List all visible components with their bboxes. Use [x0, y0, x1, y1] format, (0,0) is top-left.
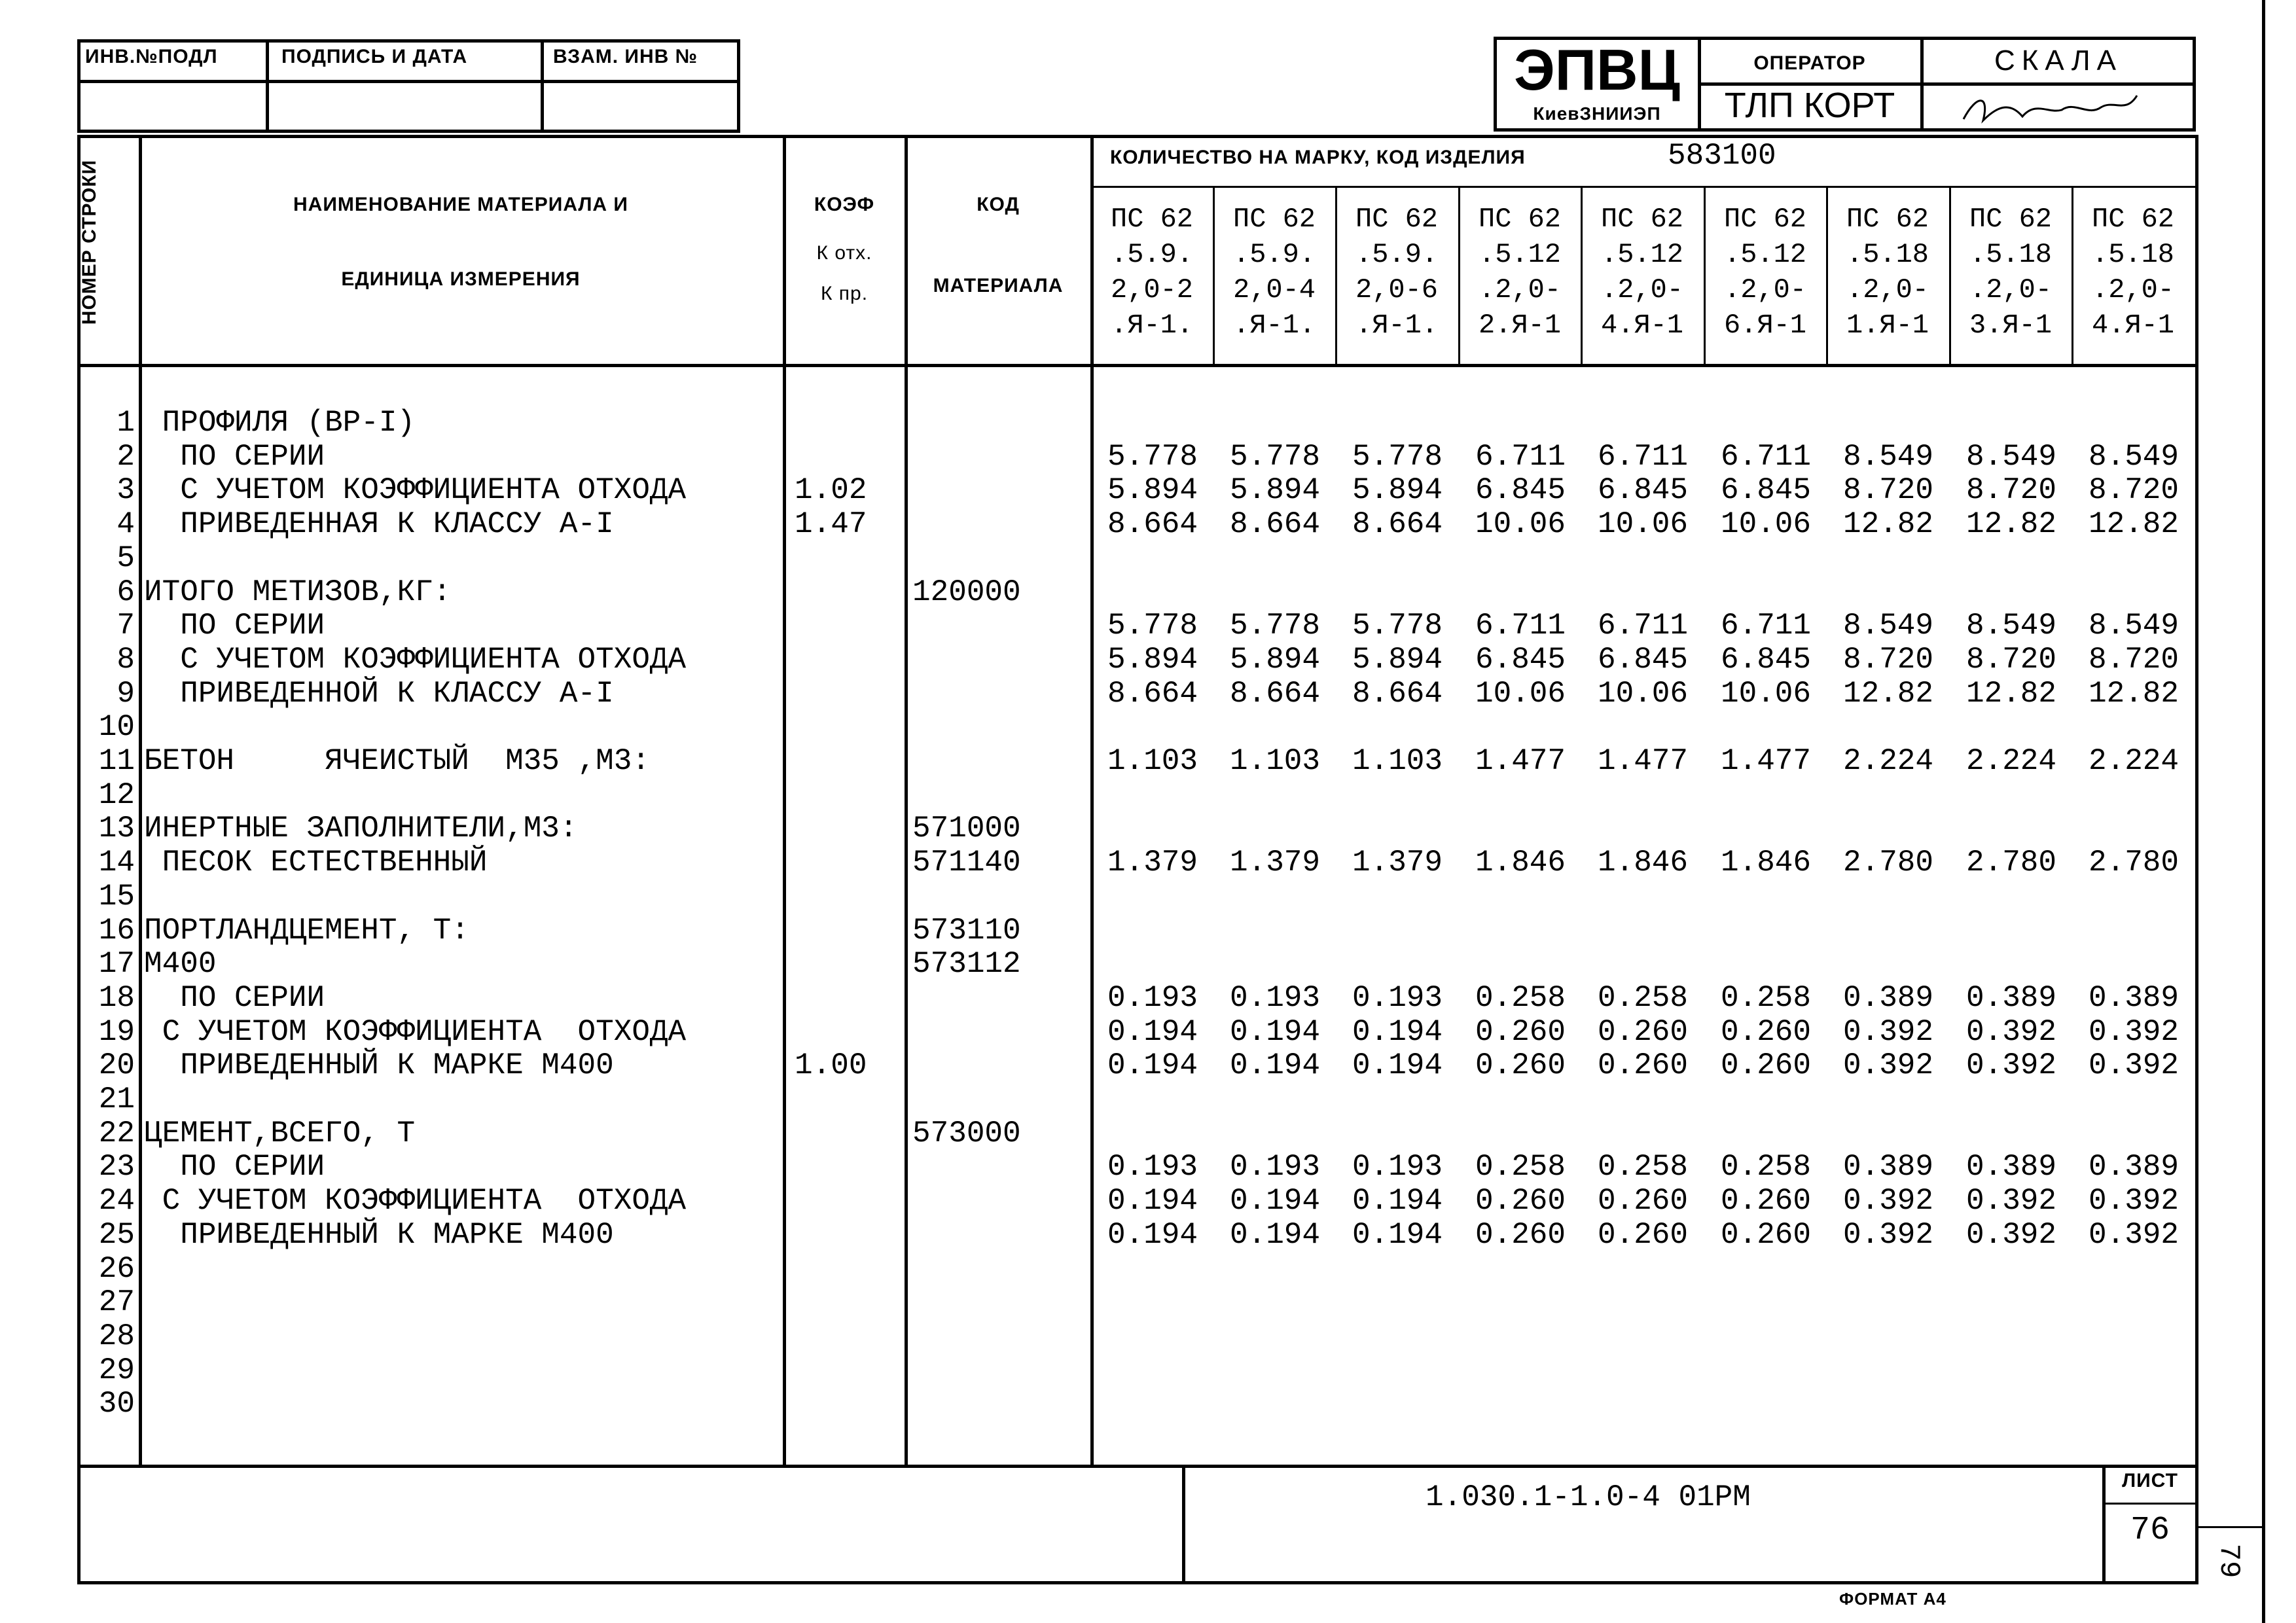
mark-header-cell: .5.12: [1723, 239, 1807, 270]
quantity-cell: 0.260: [1597, 1048, 1689, 1082]
quantity-cell: 5.778: [1107, 440, 1198, 474]
material-code: 573110: [912, 914, 1021, 948]
row-number: 13: [98, 812, 135, 846]
quantity-cell: 1.846: [1720, 846, 1812, 880]
mark-header-cell: ПС 62: [1846, 204, 1929, 235]
quantity-cell: 12.82: [1842, 507, 1934, 541]
coefficient: 1.02: [795, 473, 867, 507]
quantity-cell: 1.477: [1597, 744, 1689, 778]
quantity-cell: 5.778: [1229, 609, 1321, 643]
mark-header-cell: ПС 62: [1969, 204, 2053, 235]
row-number: 10: [98, 710, 135, 744]
system-name: СКАЛА: [1994, 45, 2123, 77]
quantity-cell: 0.194: [1229, 1218, 1321, 1252]
quantity-cell: 12.82: [2088, 677, 2179, 711]
mark-header-cell: .Я-1.: [1110, 310, 1194, 341]
mark-header-cell: 4.Я-1: [1600, 310, 1684, 341]
row-number: 24: [98, 1184, 135, 1218]
side-page-number: 79: [2212, 1543, 2245, 1578]
mark-header-cell: .Я-1.: [1355, 310, 1439, 341]
quantity-cell: 8.720: [1965, 643, 2057, 677]
header-code-line2: МАТЕРИАЛА: [933, 275, 1064, 296]
material-name: ПРОФИЛЯ (ВР-I): [144, 406, 416, 440]
row-number: 6: [117, 575, 135, 609]
quantity-cell: 0.392: [2088, 1015, 2179, 1049]
mark-header-cell: .5.18: [1969, 239, 2053, 270]
quantity-cell: 6.845: [1720, 643, 1812, 677]
quantity-cell: 10.06: [1720, 507, 1812, 541]
quantity-cell: 0.392: [1842, 1218, 1934, 1252]
material-code: 573000: [912, 1116, 1021, 1150]
row-number: 22: [98, 1116, 135, 1150]
header-name-line1: НАИМЕНОВАНИЕ МАТЕРИАЛА И: [293, 194, 628, 215]
mark-header-cell: .5.12: [1600, 239, 1684, 270]
quantity-cell: 10.06: [1475, 507, 1566, 541]
quantity-cell: 0.392: [2088, 1048, 2179, 1082]
quantity-cell: 8.664: [1352, 507, 1443, 541]
row-number: 20: [98, 1048, 135, 1082]
row-number: 16: [98, 914, 135, 948]
quantity-cell: 0.260: [1475, 1184, 1566, 1218]
sheet-number: 76: [2130, 1512, 2170, 1549]
quantity-cell: 0.194: [1229, 1048, 1321, 1082]
mark-header-cell: .2,0-: [1723, 274, 1807, 306]
quantity-cell: 8.720: [1965, 473, 2057, 507]
quantity-cell: 8.720: [1842, 643, 1934, 677]
quantity-cell: 0.258: [1720, 1150, 1812, 1184]
quantity-cell: 0.258: [1720, 981, 1812, 1015]
quantity-cell: 6.845: [1597, 643, 1689, 677]
quantity-cell: 1.103: [1352, 744, 1443, 778]
header-coef-line3: К пр.: [820, 283, 869, 304]
material-name: С УЧЕТОМ КОЭФФИЦИЕНТА ОТХОДА: [144, 643, 687, 677]
row-number: 28: [98, 1319, 135, 1353]
header-qty-label: КОЛИЧЕСТВО НА МАРКУ, КОД ИЗДЕЛИЯ: [1110, 147, 1526, 168]
quantity-cell: 5.894: [1229, 643, 1321, 677]
quantity-cell: 5.778: [1107, 609, 1198, 643]
row-number: 1: [117, 406, 135, 440]
quantity-cell: 6.711: [1597, 609, 1689, 643]
quantity-cell: 0.392: [1965, 1184, 2057, 1218]
quantity-cell: 0.260: [1597, 1218, 1689, 1252]
material-name: ПОРТЛАНДЦЕМЕНТ, Т:: [144, 914, 469, 948]
row-number: 29: [98, 1353, 135, 1387]
quantity-cell: 8.664: [1229, 677, 1321, 711]
mark-header-cell: .2,0-: [1600, 274, 1684, 306]
quantity-cell: 0.194: [1229, 1015, 1321, 1049]
quantity-cell: 0.260: [1475, 1015, 1566, 1049]
row-number: 19: [98, 1015, 135, 1049]
org-main-title: ЭПВЦ: [1514, 37, 1680, 102]
mark-header-cell: .2,0-: [1846, 274, 1929, 306]
quantity-cell: 2.780: [1965, 846, 2057, 880]
mark-header-cell: .2,0-: [1478, 274, 1562, 306]
quantity-cell: 1.477: [1475, 744, 1566, 778]
format-label: ФОРМАТ А4: [1839, 1589, 1946, 1609]
doc-code: 1.030.1-1.0-4 01PM: [1426, 1480, 1751, 1514]
quantity-cell: 0.193: [1352, 1150, 1443, 1184]
quantity-cell: 1.846: [1597, 846, 1689, 880]
quantity-cell: 0.194: [1229, 1184, 1321, 1218]
quantity-cell: 0.194: [1352, 1048, 1443, 1082]
quantity-cell: 0.194: [1107, 1015, 1198, 1049]
quantity-cell: 2.224: [1965, 744, 2057, 778]
quantity-cell: 6.711: [1475, 440, 1566, 474]
quantity-cell: 1.477: [1720, 744, 1812, 778]
header-code-line1: КОД: [977, 194, 1020, 215]
quantity-cell: 8.549: [1965, 440, 2057, 474]
row-number: 23: [98, 1150, 135, 1184]
row-number: 3: [117, 473, 135, 507]
quantity-cell: 0.194: [1352, 1184, 1443, 1218]
signature-image: [1950, 88, 2147, 128]
material-name: ПРИВЕДЕННЫЙ К МАРКЕ М400: [144, 1218, 614, 1252]
material-name: ПО СЕРИИ: [144, 440, 325, 474]
row-number: 25: [98, 1218, 135, 1252]
quantity-cell: 0.392: [1965, 1218, 2057, 1252]
quantity-cell: 5.894: [1107, 473, 1198, 507]
mark-header-cell: ПС 62: [1600, 204, 1684, 235]
quantity-cell: 1.103: [1107, 744, 1198, 778]
mark-header-cell: 6.Я-1: [1723, 310, 1807, 341]
quantity-cell: 6.845: [1720, 473, 1812, 507]
quantity-cell: 0.389: [1842, 1150, 1934, 1184]
quantity-cell: 8.549: [1842, 440, 1934, 474]
stamp-sign-date-label: ПОДПИСЬ И ДАТА: [281, 46, 468, 67]
coefficient: 1.00: [795, 1048, 867, 1082]
header-coef-line2: К отх.: [816, 242, 872, 264]
quantity-cell: 0.260: [1720, 1015, 1812, 1049]
material-name: М400: [144, 947, 217, 981]
quantity-cell: 0.392: [1965, 1048, 2057, 1082]
quantity-cell: 8.720: [1842, 473, 1934, 507]
mark-header-cell: 2,0-4: [1232, 274, 1316, 306]
material-code: 120000: [912, 575, 1021, 609]
mark-header-cell: .2,0-: [1969, 274, 2053, 306]
quantity-cell: 0.193: [1107, 1150, 1198, 1184]
quantity-cell: 5.778: [1352, 440, 1443, 474]
quantity-cell: 0.260: [1720, 1218, 1812, 1252]
mark-header-cell: ПС 62: [1723, 204, 1807, 235]
quantity-cell: 0.193: [1229, 981, 1321, 1015]
quantity-cell: 6.711: [1475, 609, 1566, 643]
quantity-cell: 5.894: [1229, 473, 1321, 507]
row-number: 30: [98, 1387, 135, 1421]
row-number: 15: [98, 880, 135, 914]
quantity-cell: 0.258: [1597, 981, 1689, 1015]
row-number: 4: [117, 507, 135, 541]
quantity-cell: 8.720: [2088, 473, 2179, 507]
quantity-cell: 0.258: [1597, 1150, 1689, 1184]
quantity-cell: 5.894: [1107, 643, 1198, 677]
quantity-cell: 8.549: [1965, 609, 2057, 643]
quantity-cell: 0.392: [2088, 1184, 2179, 1218]
mark-header-cell: .5.9.: [1232, 239, 1316, 270]
material-code: 571140: [912, 846, 1021, 880]
quantity-cell: 1.846: [1475, 846, 1566, 880]
row-number: 2: [117, 440, 135, 474]
row-number: 21: [98, 1082, 135, 1116]
material-name: ПО СЕРИИ: [144, 609, 325, 643]
quantity-cell: 0.193: [1107, 981, 1198, 1015]
mark-header-cell: .5.9.: [1355, 239, 1439, 270]
quantity-cell: 12.82: [1965, 507, 2057, 541]
quantity-cell: 0.389: [1965, 1150, 2057, 1184]
mark-header-cell: 2.Я-1: [1478, 310, 1562, 341]
row-number: 18: [98, 981, 135, 1015]
material-name: С УЧЕТОМ КОЭФФИЦИЕНТА ОТХОДА: [144, 1184, 687, 1218]
material-code: 571000: [912, 812, 1021, 846]
material-name: ПРИВЕДЕННЫЙ К МАРКЕ М400: [144, 1048, 614, 1082]
coefficient: 1.47: [795, 507, 867, 541]
quantity-cell: 8.549: [2088, 440, 2179, 474]
quantity-cell: 2.224: [1842, 744, 1934, 778]
quantity-cell: 5.778: [1352, 609, 1443, 643]
quantity-cell: 12.82: [1842, 677, 1934, 711]
quantity-cell: 8.720: [2088, 643, 2179, 677]
material-name: БЕТОН ЯЧЕИСТЫЙ М35 ,М3:: [144, 744, 650, 778]
quantity-cell: 0.260: [1475, 1048, 1566, 1082]
quantity-cell: 0.392: [1842, 1048, 1934, 1082]
mark-header-cell: .5.12: [1478, 239, 1562, 270]
quantity-cell: 0.193: [1352, 981, 1443, 1015]
quantity-cell: 1.103: [1229, 744, 1321, 778]
quantity-cell: 12.82: [2088, 507, 2179, 541]
mark-header-cell: ПС 62: [1232, 204, 1316, 235]
quantity-cell: 2.780: [2088, 846, 2179, 880]
quantity-cell: 0.260: [1597, 1184, 1689, 1218]
row-number: 26: [98, 1252, 135, 1286]
quantity-cell: 6.711: [1597, 440, 1689, 474]
row-number: 5: [117, 541, 135, 575]
quantity-cell: 1.379: [1229, 846, 1321, 880]
quantity-cell: 0.260: [1475, 1218, 1566, 1252]
material-name: ПЕСОК ЕСТЕСТВЕННЫЙ: [144, 846, 488, 880]
mark-header-cell: ПС 62: [1355, 204, 1439, 235]
quantity-cell: 8.664: [1107, 677, 1198, 711]
mark-header-cell: ПС 62: [2091, 204, 2175, 235]
material-name: С УЧЕТОМ КОЭФФИЦИЕНТА ОТХОДА: [144, 473, 687, 507]
material-name: С УЧЕТОМ КОЭФФИЦИЕНТА ОТХОДА: [144, 1015, 687, 1049]
quantity-cell: 0.260: [1720, 1048, 1812, 1082]
quantity-cell: 8.664: [1229, 507, 1321, 541]
material-name: ПО СЕРИИ: [144, 1150, 325, 1184]
operator-value: ТЛП КОРТ: [1724, 86, 1895, 125]
quantity-cell: 0.260: [1597, 1015, 1689, 1049]
header-row-number: НОМЕР СТРОКИ: [79, 159, 100, 325]
stamp-inv-label: ИНВ.№ПОДЛ: [85, 46, 218, 67]
quantity-cell: 0.258: [1475, 981, 1566, 1015]
quantity-cell: 5.894: [1352, 643, 1443, 677]
quantity-cell: 2.224: [2088, 744, 2179, 778]
quantity-cell: 0.392: [1965, 1015, 2057, 1049]
quantity-cell: 0.389: [2088, 1150, 2179, 1184]
mark-header-cell: .5.18: [2091, 239, 2175, 270]
quantity-cell: 0.194: [1352, 1218, 1443, 1252]
material-name: ПРИВЕДЕННОЙ К КЛАССУ А-I: [144, 677, 614, 711]
quantity-cell: 0.194: [1107, 1048, 1198, 1082]
quantity-cell: 10.06: [1597, 677, 1689, 711]
material-name: ИНЕРТНЫЕ ЗАПОЛНИТЕЛИ,М3:: [144, 812, 578, 846]
mark-header-cell: 3.Я-1: [1969, 310, 2053, 341]
org-subtitle: КиевЗНИИЭП: [1533, 103, 1661, 124]
quantity-cell: 0.392: [1842, 1184, 1934, 1218]
row-number: 12: [98, 778, 135, 812]
quantity-cell: 0.194: [1352, 1015, 1443, 1049]
row-number: 11: [98, 744, 135, 778]
row-number: 7: [117, 609, 135, 643]
quantity-cell: 0.392: [2088, 1218, 2179, 1252]
header-name-line2: ЕДИНИЦА ИЗМЕРЕНИЯ: [341, 268, 581, 290]
material-name: ИТОГО МЕТИЗОВ,КГ:: [144, 575, 452, 609]
material-code: 573112: [912, 947, 1021, 981]
material-name: ПО СЕРИИ: [144, 981, 325, 1015]
mark-header-cell: 2,0-6: [1355, 274, 1439, 306]
quantity-cell: 0.258: [1475, 1150, 1566, 1184]
quantity-cell: 6.845: [1597, 473, 1689, 507]
stamp-replace-inv-label: ВЗАМ. ИНВ №: [553, 46, 698, 67]
quantity-cell: 6.711: [1720, 609, 1812, 643]
quantity-cell: 10.06: [1720, 677, 1812, 711]
quantity-cell: 0.389: [1842, 981, 1934, 1015]
row-number: 14: [98, 846, 135, 880]
quantity-cell: 12.82: [1965, 677, 2057, 711]
sheet-label: ЛИСТ: [2122, 1470, 2178, 1491]
header-coef-line1: КОЭФ: [814, 194, 875, 215]
material-name: ПРИВЕДЕННАЯ К КЛАССУ А-I: [144, 507, 614, 541]
header-product-code: 583100: [1668, 139, 1776, 173]
mark-header-cell: .Я-1.: [1232, 310, 1316, 341]
material-name: ЦЕМЕНТ,ВСЕГО, Т: [144, 1116, 416, 1150]
mark-header-cell: 1.Я-1: [1846, 310, 1929, 341]
quantity-cell: 8.664: [1352, 677, 1443, 711]
quantity-cell: 1.379: [1352, 846, 1443, 880]
quantity-cell: 0.193: [1229, 1150, 1321, 1184]
mark-header-cell: ПС 62: [1478, 204, 1562, 235]
quantity-cell: 0.260: [1720, 1184, 1812, 1218]
mark-header-cell: 4.Я-1: [2091, 310, 2175, 341]
quantity-cell: 0.389: [1965, 981, 2057, 1015]
quantity-cell: 10.06: [1597, 507, 1689, 541]
quantity-cell: 8.549: [2088, 609, 2179, 643]
quantity-cell: 0.194: [1107, 1218, 1198, 1252]
quantity-cell: 10.06: [1475, 677, 1566, 711]
mark-header-cell: .5.9.: [1110, 239, 1194, 270]
quantity-cell: 5.778: [1229, 440, 1321, 474]
row-number: 27: [98, 1285, 135, 1319]
quantity-cell: 0.392: [1842, 1015, 1934, 1049]
quantity-cell: 8.664: [1107, 507, 1198, 541]
quantity-cell: 2.780: [1842, 846, 1934, 880]
quantity-cell: 1.379: [1107, 846, 1198, 880]
quantity-cell: 6.711: [1720, 440, 1812, 474]
mark-header-cell: .5.18: [1846, 239, 1929, 270]
quantity-cell: 0.389: [2088, 981, 2179, 1015]
quantity-cell: 5.894: [1352, 473, 1443, 507]
mark-header-cell: ПС 62: [1110, 204, 1194, 235]
row-number: 17: [98, 947, 135, 981]
mark-header-cell: 2,0-2: [1110, 274, 1194, 306]
operator-label: ОПЕРАТОР: [1753, 52, 1866, 74]
quantity-cell: 6.845: [1475, 643, 1566, 677]
row-number: 8: [117, 643, 135, 677]
quantity-cell: 8.549: [1842, 609, 1934, 643]
row-number: 9: [117, 677, 135, 711]
quantity-cell: 0.194: [1107, 1184, 1198, 1218]
quantity-cell: 6.845: [1475, 473, 1566, 507]
mark-header-cell: .2,0-: [2091, 274, 2175, 306]
